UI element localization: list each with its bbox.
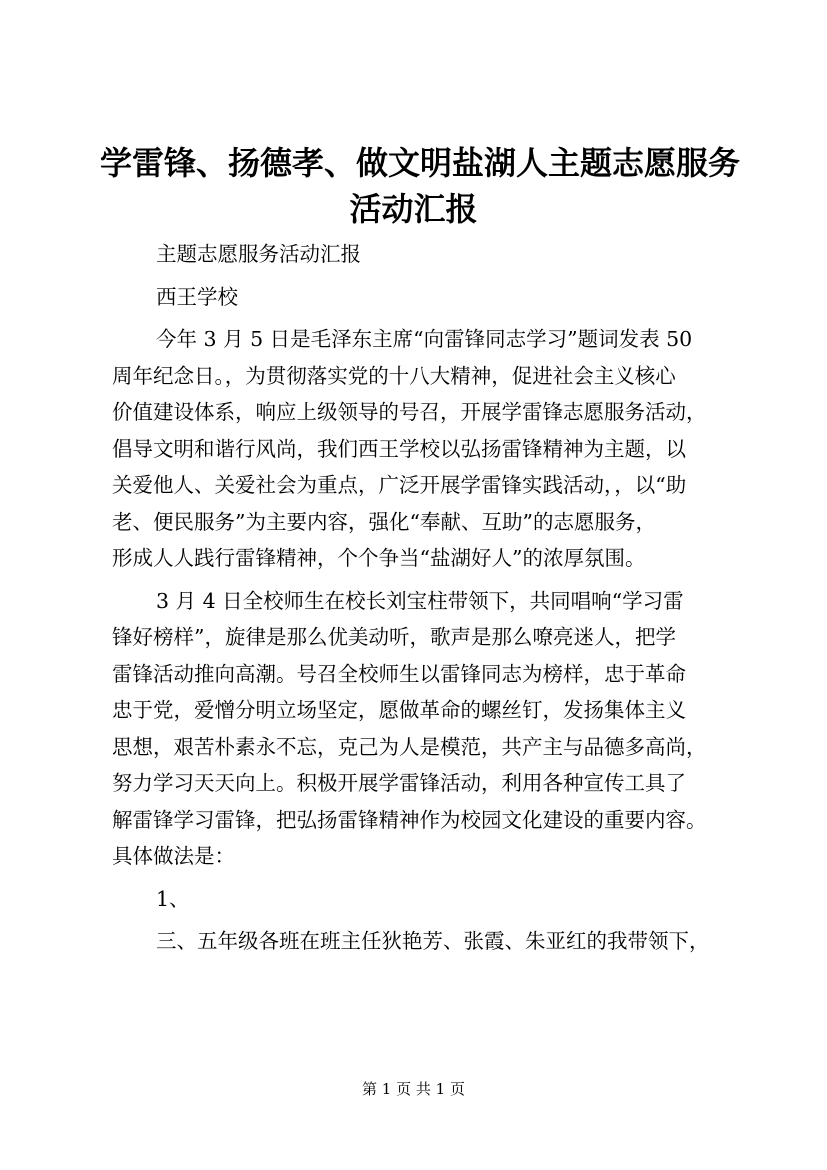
paragraph-2-line: 忠于党，爱憎分明立场坚定，愿做革命的螺丝钉，发扬集体主义	[112, 698, 686, 722]
subtitle: 主题志愿服务活动汇报	[156, 242, 361, 266]
list-item-1: 1、	[156, 886, 190, 911]
school-name: 西王学校	[156, 284, 238, 309]
document-title	[100, 140, 741, 232]
paragraph-2-line: 努力学习天天向上。积极开展学雷锋活动，利用各种宣传工具了	[112, 771, 686, 795]
document-body	[112, 236, 724, 960]
paragraph-2-line: 解雷锋学习雷锋，把弘扬雷锋精神作为校园文化建设的重要内容。	[112, 807, 707, 832]
paragraph-1-line: 形成人人践行雷锋精神，个个争当“盐湖好人”的浓厚氛围。	[112, 546, 646, 570]
paragraph-1	[112, 321, 724, 577]
paragraph-2-line: 3 月 4 日全校师生在校长刘宝柱带领下，共同唱响“学习雷	[156, 588, 684, 613]
paragraph-1-line: 关爱他人、关爱社会为重点，广泛开展学雷锋实践活动，，以“助	[112, 473, 687, 497]
paragraph-2-line: 思想，艰苦朴素永不忘，克己为人是模范，共产主与品德多高尚，	[112, 734, 707, 759]
paragraph-1-line: 今年 3 月 5 日是毛泽东主席“向雷锋同志学习”题词发表 50	[156, 327, 693, 351]
paragraph-2-line: 雷锋活动推向高潮。号召全校师生以雷锋同志为榜样，忠于革命	[112, 661, 686, 686]
paragraph-2-line: 锋好榜样”，旋律是那么优美动听，歌声是那么嘹亮迷人，把学	[112, 625, 676, 649]
paragraph-2	[112, 583, 724, 875]
paragraph-1-line: 周年纪念日。，为贯彻落实党的十八大精神，促进社会主义核心	[112, 363, 676, 388]
paragraph-3: 三、五年级各班在班主任狄艳芳、张霞、朱亚红的我带领下，	[156, 929, 710, 953]
paragraph-1-line: 倡导文明和谐行风尚，我们西王学校以弘扬雷锋精神为主题，以	[112, 436, 686, 461]
title-line-1: 学雷锋、扬德孝、做文明盐湖人主题志愿服务	[100, 144, 741, 182]
title-line-2: 活动汇报	[349, 190, 478, 228]
paragraph-1-line: 老、便民服务”为主要内容，强化“奉献、互助”的志愿服务，	[112, 509, 656, 534]
paragraph-2-line: 具体做法是：	[112, 844, 235, 868]
page-footer: 第 1 页 共 1 页	[362, 1080, 465, 1098]
paragraph-1-line: 价值建设体系，响应上级领导的号召，开展学雷锋志愿服务活动，	[112, 400, 707, 424]
